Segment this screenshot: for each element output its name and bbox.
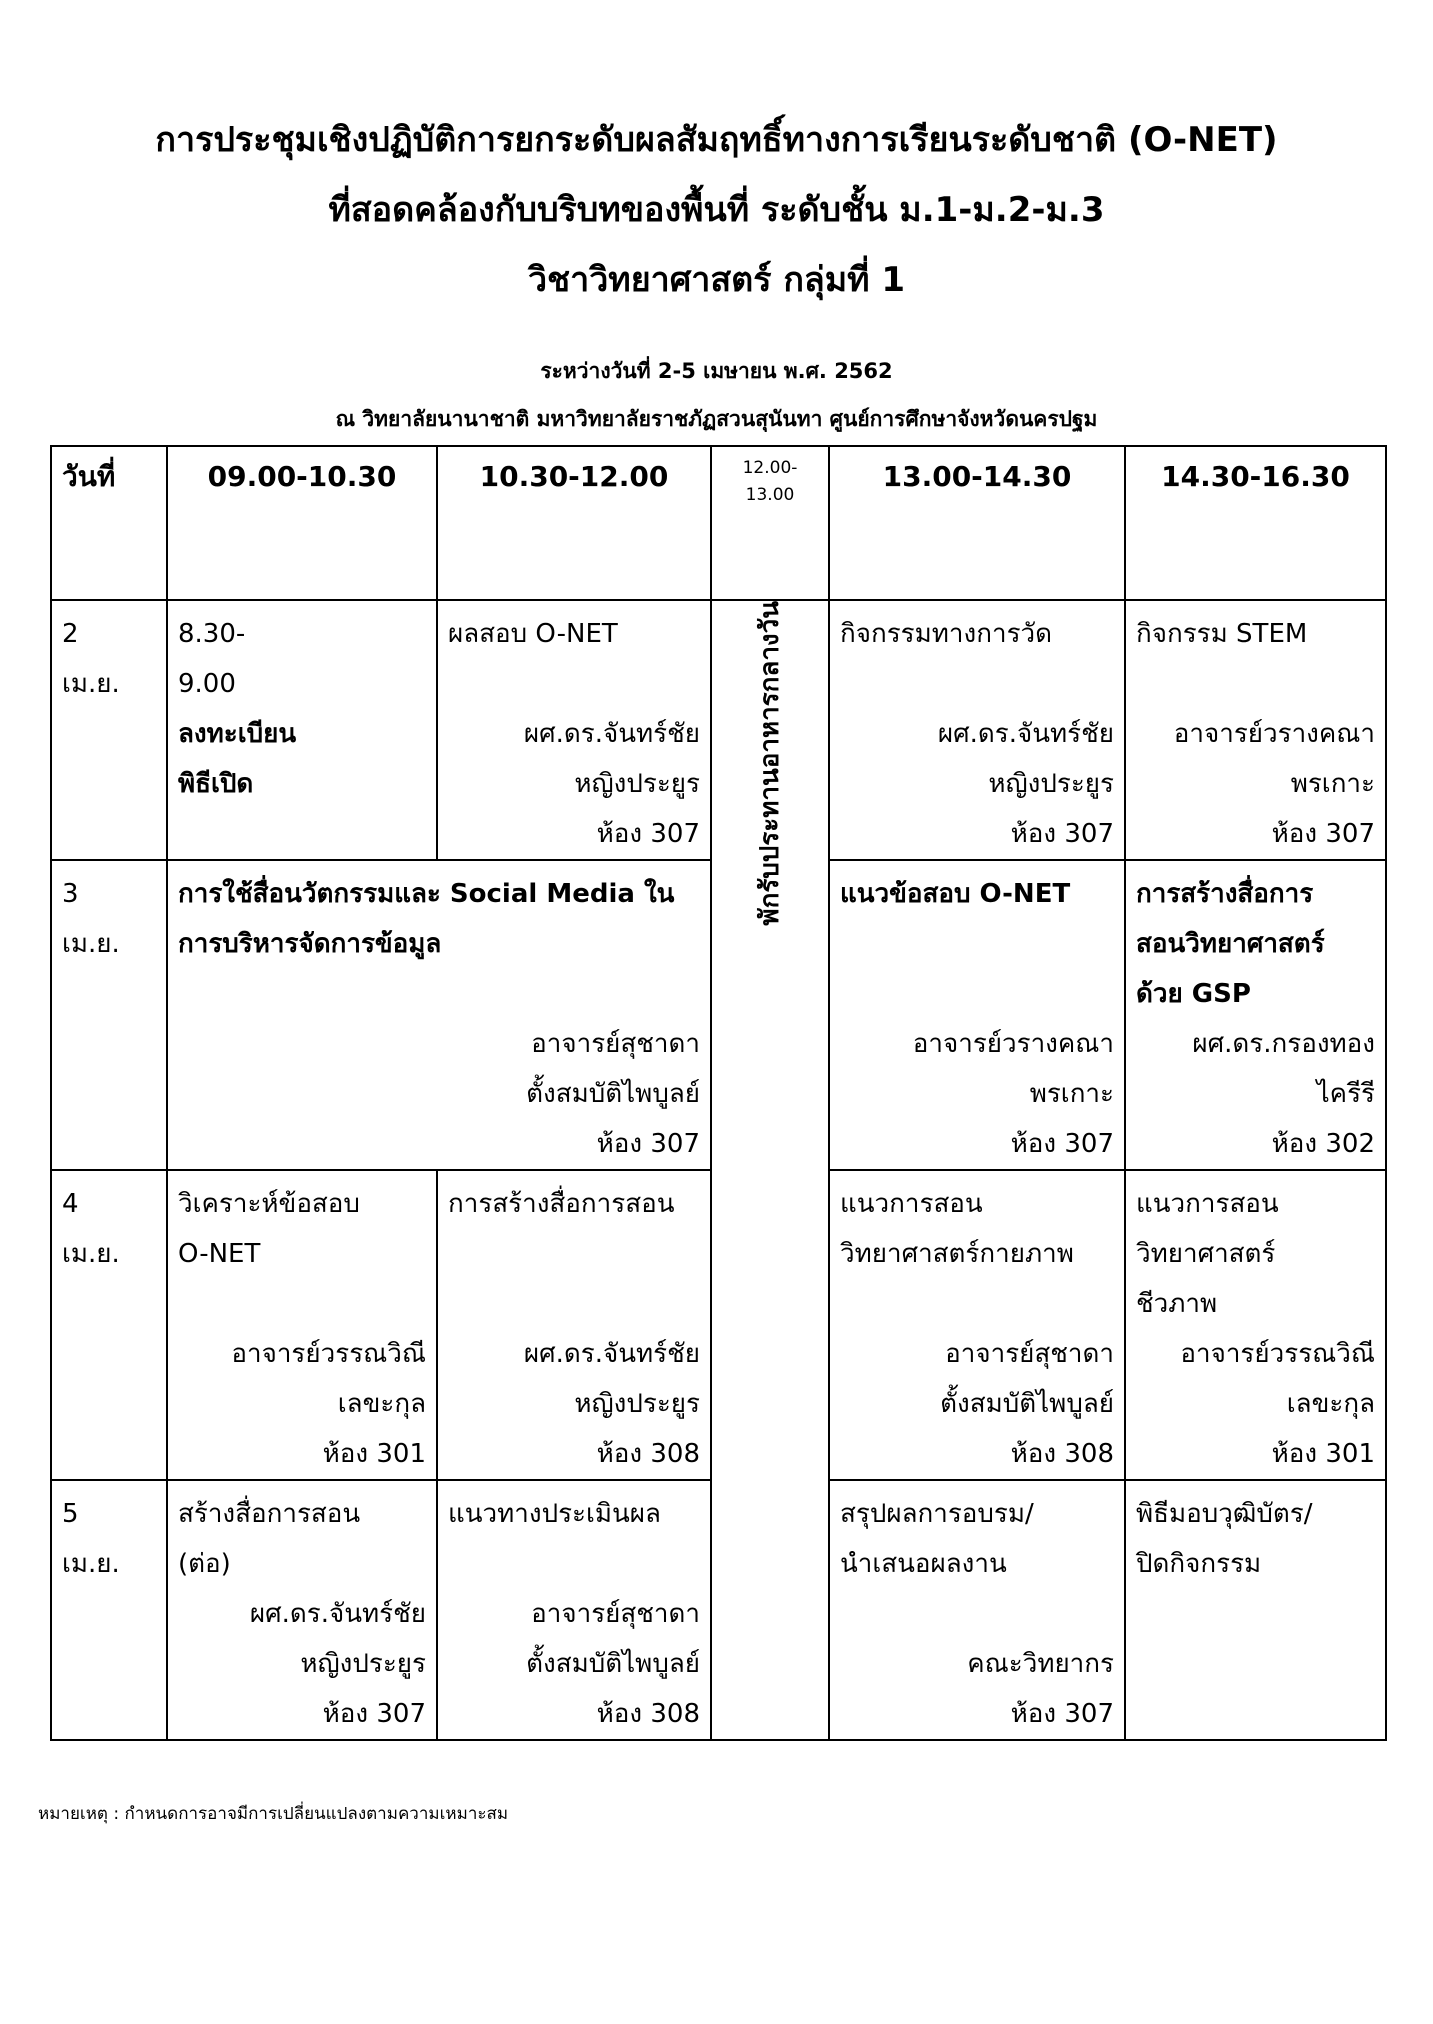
day-month: เม.ย.	[62, 1239, 120, 1269]
day-number: 2	[62, 619, 79, 649]
session-topic: แนวการสอน	[840, 1189, 983, 1219]
session-speaker: หญิงประยูร	[300, 1649, 426, 1679]
schedule-table	[50, 445, 1387, 1741]
header-slot-1: 09.00-10.30	[167, 446, 437, 600]
session-topic: การสร้างสื่อการ	[1136, 879, 1314, 909]
session-time: 9.00	[178, 669, 236, 699]
session-speaker: ผศ.ดร.จันทร์ชัย	[249, 1599, 426, 1629]
session-cell	[1125, 1480, 1386, 1740]
session-cell	[1125, 1170, 1386, 1480]
session-speaker: ผศ.ดร.จันทร์ชัย	[523, 719, 700, 749]
session-speaker: ผศ.ดร.จันทร์ชัย	[523, 1339, 700, 1369]
header-date: วันที่	[51, 446, 167, 600]
session-speaker: เลขะกุล	[337, 1389, 426, 1419]
session-room: ห้อง 307	[1271, 819, 1375, 849]
session-speaker: ไครีรี	[1316, 1079, 1375, 1109]
session-topic: สอนวิทยาศาสตร์	[1136, 929, 1325, 959]
day-number: 5	[62, 1499, 79, 1529]
header-slot-4: 14.30-16.30	[1125, 446, 1386, 600]
session-speaker: อาจารย์สุชาดา	[945, 1339, 1114, 1369]
session-cell	[167, 600, 437, 860]
session-cell	[167, 860, 711, 1170]
session-room: ห้อง 307	[1010, 819, 1114, 849]
day-cell	[51, 1480, 167, 1740]
session-speaker: อาจารย์สุชาดา	[531, 1599, 700, 1629]
session-speaker: หญิงประยูร	[988, 769, 1114, 799]
day-cell	[51, 1170, 167, 1480]
session-speaker: อาจารย์สุชาดา	[531, 1029, 700, 1059]
session-speaker: อาจารย์วรรณวิณี	[1180, 1339, 1375, 1369]
lunch-break-cell	[711, 600, 829, 1740]
session-room: ห้อง 302	[1271, 1129, 1375, 1159]
day-cell	[51, 600, 167, 860]
session-topic: ปิดกิจกรรม	[1136, 1549, 1262, 1579]
header-slot-2: 10.30-12.00	[437, 446, 711, 600]
session-topic: สรุปผลการอบรม/	[840, 1499, 1034, 1529]
day-number: 3	[62, 879, 79, 909]
session-speaker: หญิงประยูร	[574, 769, 700, 799]
session-room: ห้อง 307	[322, 1699, 426, 1729]
session-topic: (ต่อ)	[178, 1549, 231, 1579]
session-room: ห้อง 301	[322, 1439, 426, 1469]
session-time: 8.30-	[178, 619, 246, 649]
session-cell	[437, 600, 711, 860]
session-cell	[167, 1480, 437, 1740]
session-topic: ผลสอบ O-NET	[448, 619, 618, 649]
session-topic: สร้างสื่อการสอน	[178, 1499, 361, 1529]
session-topic: วิทยาศาสตร์	[1136, 1239, 1276, 1269]
session-speaker: ผศ.ดร.จันทร์ชัย	[937, 719, 1114, 749]
session-cell	[829, 600, 1125, 860]
day-month: เม.ย.	[62, 929, 120, 959]
day-month: เม.ย.	[62, 1549, 120, 1579]
session-cell	[1125, 860, 1386, 1170]
session-room: ห้อง 307	[1010, 1129, 1114, 1159]
session-topic: พิธีเปิด	[178, 769, 254, 799]
session-topic: นำเสนอผลงาน	[840, 1549, 1007, 1579]
session-cell	[437, 1170, 711, 1480]
header-slot-3: 13.00-14.30	[829, 446, 1125, 600]
header-row	[51, 446, 1386, 600]
session-topic: กิจกรรมทางการวัด	[840, 619, 1053, 649]
session-speaker: ตั้งสมบัติไพบูลย์	[526, 1649, 700, 1679]
session-speaker: คณะวิทยากร	[967, 1649, 1114, 1679]
session-room: ห้อง 307	[596, 1129, 700, 1159]
session-speaker: อาจารย์วรรณวิณี	[231, 1339, 426, 1369]
session-room: ห้อง 307	[596, 819, 700, 849]
session-topic: แนวการสอน	[1136, 1189, 1279, 1219]
session-topic: พิธีมอบวุฒิบัตร/	[1136, 1499, 1313, 1529]
session-speaker: อาจารย์วรางคณา	[912, 1029, 1114, 1059]
session-speaker: พรเกาะ	[1290, 769, 1375, 799]
document-title-line1: การประชุมเชิงปฏิบัติการยกระดับผลสัมฤทธิ์ทางการเรียนระดับชาติ (O-NET)	[155, 120, 1278, 160]
session-cell	[167, 1170, 437, 1480]
session-topic: แนวทางประเมินผล	[448, 1499, 661, 1529]
session-topic: การสร้างสื่อการสอน	[448, 1189, 675, 1219]
document-title-line2: ที่สอดคล้องกับบริบทของพื้นที่ ระดับชั้น ม.1-ม.2-ม.3	[328, 190, 1105, 230]
session-topic: วิทยาศาสตร์กายภาพ	[840, 1239, 1074, 1269]
session-speaker: ตั้งสมบัติไพบูลย์	[940, 1389, 1114, 1419]
session-speaker: เลขะกุล	[1286, 1389, 1375, 1419]
session-topic: การใช้สื่อนวัตกรรมและ Social Media ใน	[178, 879, 675, 909]
session-topic: ชีวภาพ	[1136, 1289, 1218, 1319]
session-topic: O-NET	[178, 1239, 261, 1269]
table-row	[51, 600, 1386, 860]
header-lunch-start: 12.00-	[742, 458, 798, 478]
session-topic: กิจกรรม STEM	[1136, 619, 1308, 649]
venue: ณ วิทยาลัยนานาชาติ มหาวิทยาลัยราชภัฏสวนสุนันทา ศูนย์การศึกษาจังหวัดนครปฐม	[335, 407, 1098, 431]
session-cell	[829, 1170, 1125, 1480]
session-room: ห้อง 308	[596, 1699, 700, 1729]
session-room: ห้อง 301	[1271, 1439, 1375, 1469]
day-cell	[51, 860, 167, 1170]
session-cell	[829, 860, 1125, 1170]
session-cell	[829, 1480, 1125, 1740]
session-room: ห้อง 307	[1010, 1699, 1114, 1729]
session-topic: แนวข้อสอบ O-NET	[840, 879, 1071, 909]
session-cell	[437, 1480, 711, 1740]
document-title-line3: วิชาวิทยาศาสตร์ กลุ่มที่ 1	[527, 260, 906, 300]
day-number: 4	[62, 1189, 79, 1219]
session-speaker: อาจารย์วรางคณา	[1173, 719, 1375, 749]
session-room: ห้อง 308	[1010, 1439, 1114, 1469]
session-topic: วิเคราะห์ข้อสอบ	[178, 1189, 360, 1219]
footnote: หมายเหตุ : กำหนดการอาจมีการเปลี่ยนแปลงตามความเหมาะสม	[38, 1804, 509, 1824]
date-range: ระหว่างวันที่ 2-5 เมษายน พ.ศ. 2562	[540, 359, 893, 383]
session-speaker: หญิงประยูร	[574, 1389, 700, 1419]
session-speaker: พรเกาะ	[1029, 1079, 1114, 1109]
header-lunch-end: 13.00	[745, 485, 795, 505]
session-topic: ลงทะเบียน	[178, 719, 297, 749]
header-lunch	[711, 446, 829, 600]
session-topic: การบริหารจัดการข้อมูล	[178, 929, 442, 959]
lunch-break-label: พักรับประทานอาหารกลางวัน	[755, 601, 785, 926]
session-cell	[1125, 600, 1386, 860]
session-room: ห้อง 308	[596, 1439, 700, 1469]
session-topic: ด้วย GSP	[1136, 979, 1251, 1009]
day-month: เม.ย.	[62, 669, 120, 699]
session-speaker: ผศ.ดร.กรองทอง	[1192, 1029, 1375, 1059]
session-speaker: ตั้งสมบัติไพบูลย์	[526, 1079, 700, 1109]
